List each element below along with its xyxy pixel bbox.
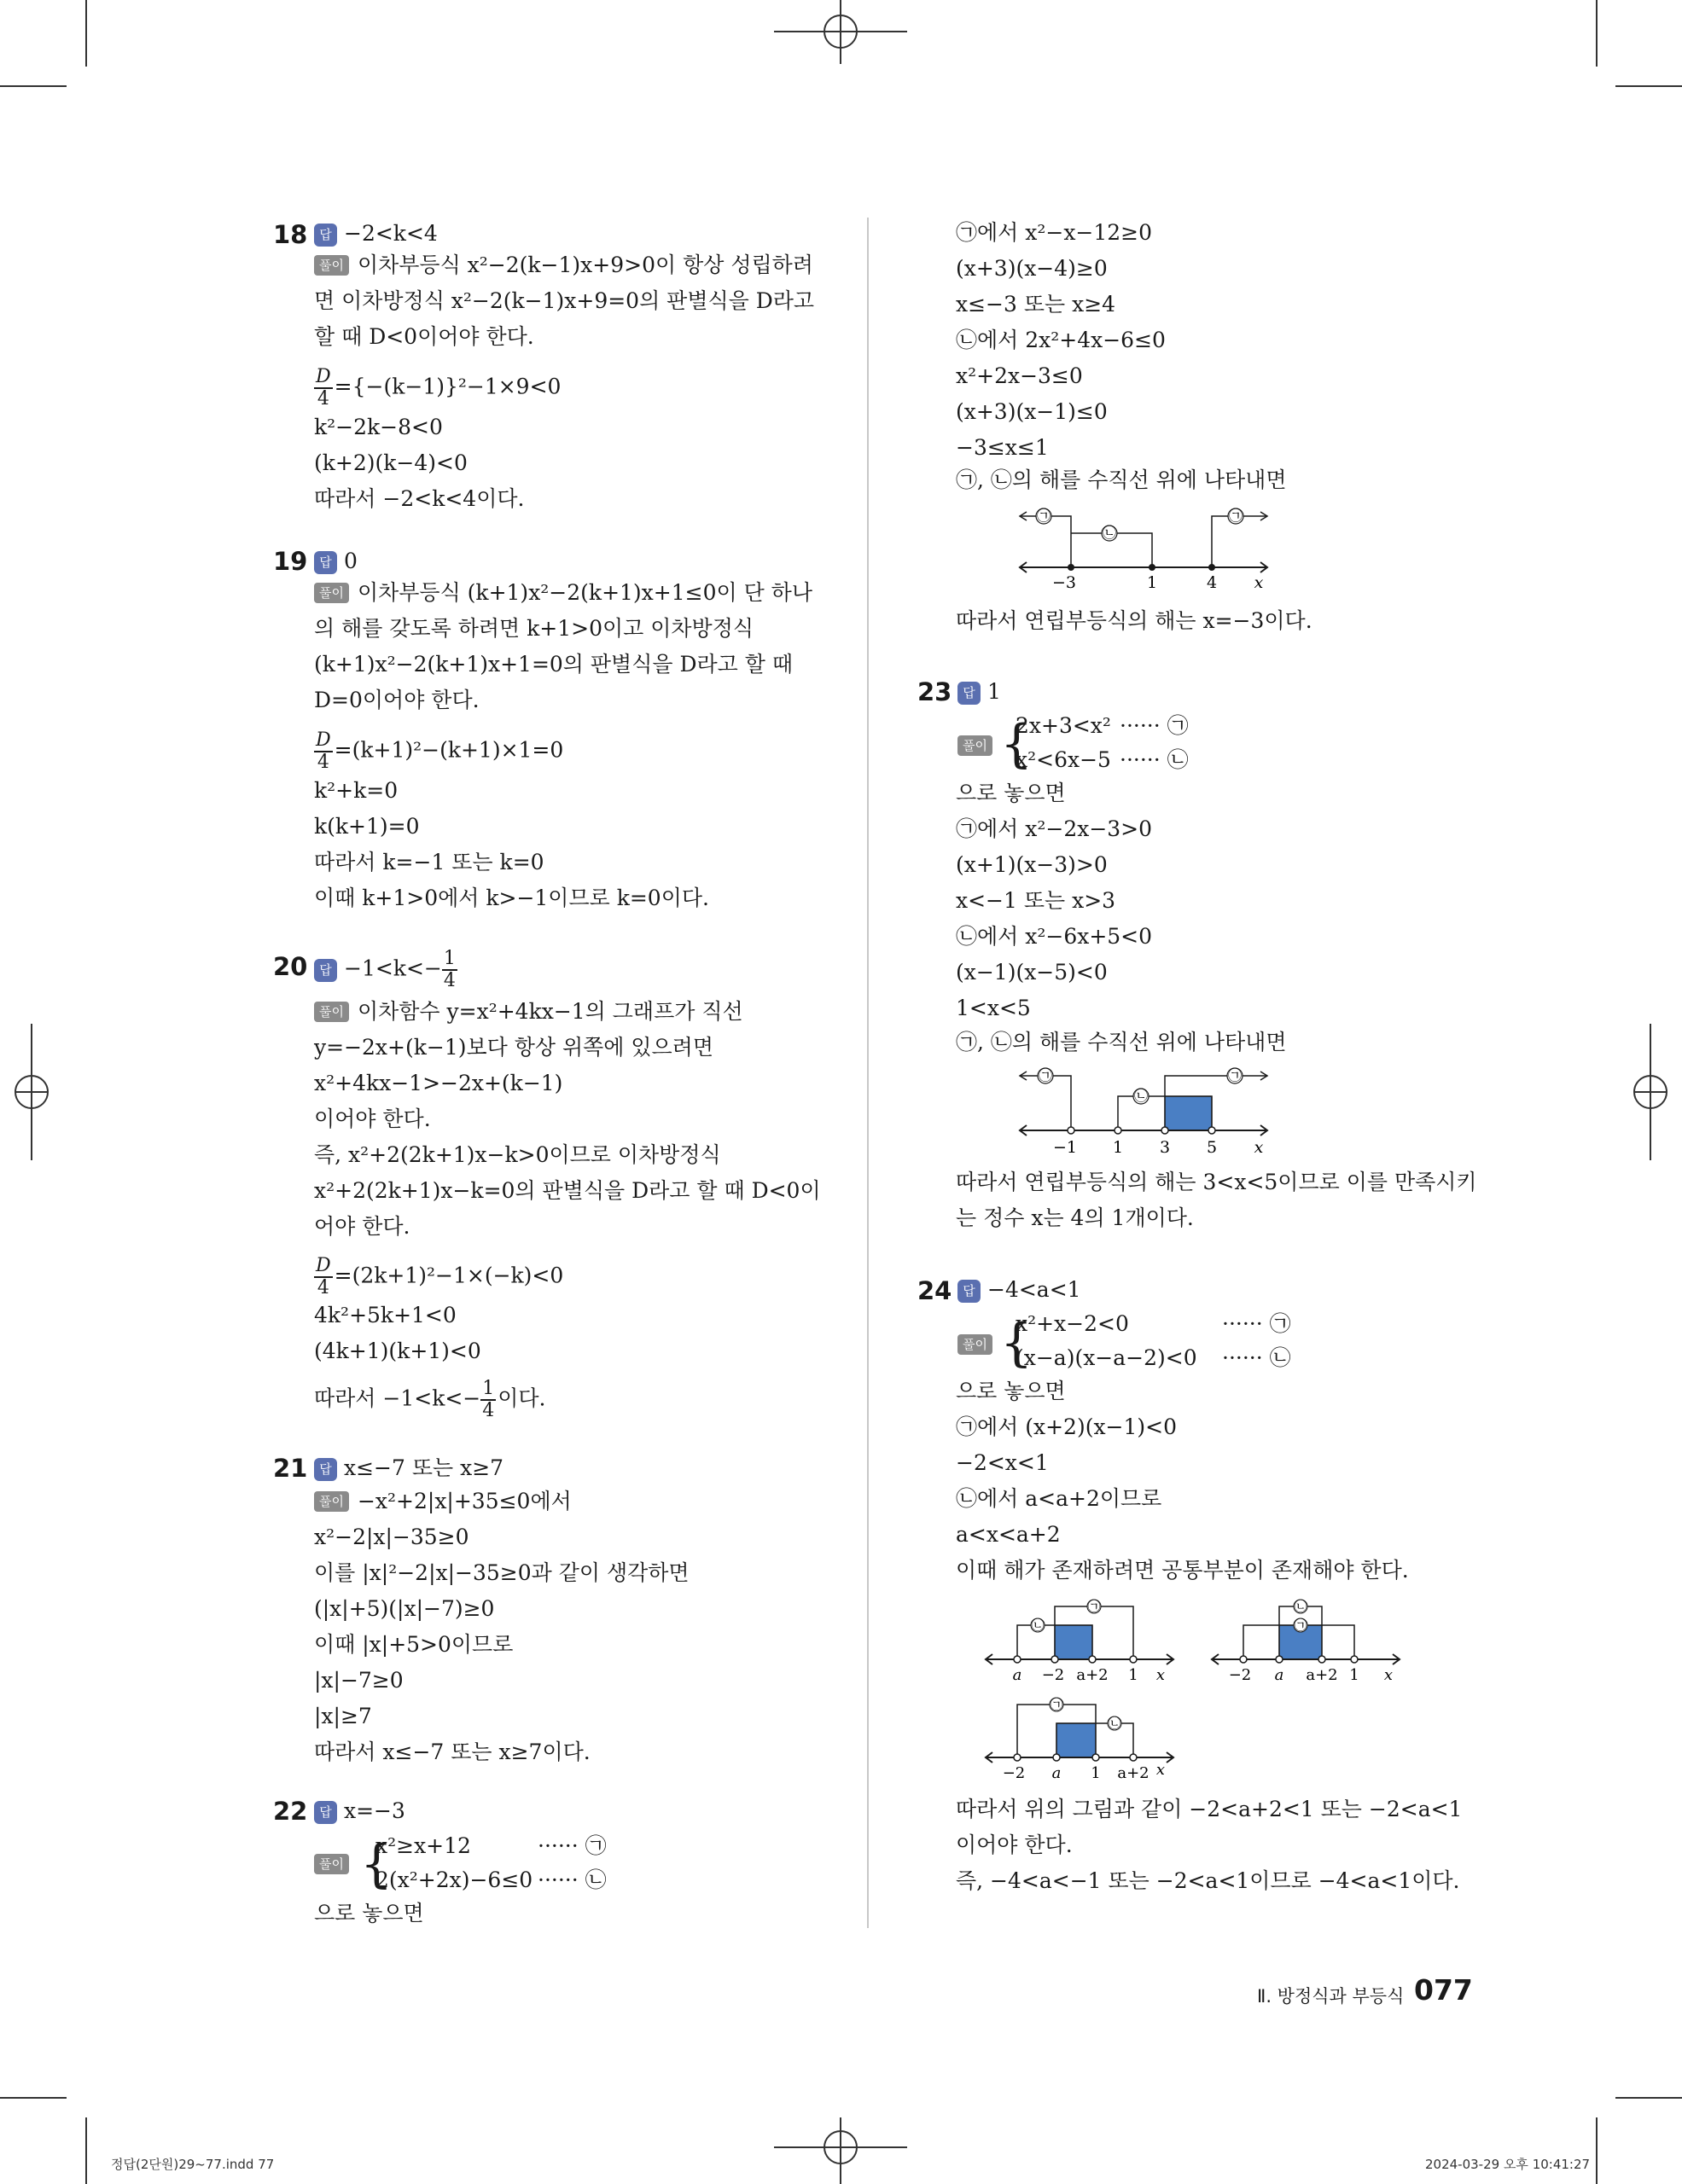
solution-line: −3≤x≤1 (956, 435, 1049, 460)
solution-line: 따라서 x≤−7 또는 x≥7이다. (314, 1740, 591, 1764)
solution-line: 풀이 이차부등식 (k+1)x²−2(k+1)x+1≤0이 단 하나 (314, 580, 812, 606)
point (1149, 564, 1155, 571)
overlap-region (1055, 1625, 1092, 1659)
point (1068, 564, 1074, 571)
answer-badge: 답 (957, 1280, 981, 1303)
solution-line: D=0이어야 한다. (314, 688, 480, 712)
tick-label: 5 (1206, 1138, 1218, 1157)
solution-line: (k+2)(k−4)<0 (314, 450, 468, 475)
solution-line: x²+4kx−1>−2x+(k−1) (314, 1071, 563, 1095)
overlap-region (1056, 1723, 1096, 1757)
registration-mark (15, 1075, 49, 1109)
region-label: ㉡ (1102, 525, 1117, 541)
solution-line: $\frac{D}{4}$ ={−(k−1)}²−1×9<0 (316, 366, 562, 410)
solution-badge: 풀이 (314, 1002, 349, 1022)
crop-mark (85, 2117, 87, 2184)
solution-badge: 풀이 (957, 735, 992, 756)
solution-line: 즉, −4<a<−1 또는 −2<a<1이므로 −4<a<1이다. (956, 1868, 1460, 1893)
tick-label: −2 (1228, 1666, 1252, 1684)
solution-line: 는 정수 x는 4의 1개이다. (956, 1205, 1194, 1230)
registration-mark (824, 2130, 858, 2164)
answer-badge: 답 (314, 224, 337, 247)
axis-label: x (1383, 1666, 1394, 1684)
solution-line: (x+1)(x−3)>0 (956, 852, 1108, 877)
solution-line: a<x<a+2 (956, 1522, 1061, 1547)
solution-line: x<−1 또는 x>3 (956, 888, 1116, 913)
tick-label: a+2 (1117, 1764, 1149, 1782)
solution-badge: 풀이 (314, 1854, 349, 1874)
problem-number: 21 (273, 1454, 308, 1483)
answer-line: 답 −4<a<1 (957, 1277, 1081, 1303)
solution-line: (x+3)(x−4)≥0 (956, 256, 1108, 281)
answer-line: 답 x=−3 (314, 1798, 405, 1824)
solution-line: (x−1)(x−5)<0 (956, 960, 1108, 985)
open-point (1161, 1127, 1168, 1134)
solution-region (1165, 1096, 1212, 1130)
solution-badge-line (314, 1851, 358, 1877)
solution-line: ㉠에서 x²−2x−3>0 (956, 816, 1153, 841)
system-eq: 2x+3<x² (1016, 713, 1111, 738)
solution-line: 따라서 연립부등식의 해는 3<x<5이므로 이를 만족시키 (956, 1170, 1477, 1194)
solution-line: 1<x<5 (956, 996, 1031, 1020)
solution-line: ㉡에서 a<a+2이므로 (956, 1486, 1162, 1511)
answer-badge: 답 (314, 959, 337, 982)
solution-line: 으로 놓으면 (314, 1901, 424, 1926)
region-label: ㉠ (1087, 1599, 1101, 1614)
answer-text: −2<k<4 (344, 221, 438, 246)
tick-label: 1 (1146, 573, 1158, 592)
region-label: ㉡ (1031, 1618, 1045, 1633)
answer-badge: 답 (314, 1458, 337, 1481)
tick-label: 1 (1128, 1666, 1138, 1684)
solution-line: 따라서 −2<k<4이다. (314, 486, 525, 511)
crop-mark (1596, 0, 1598, 67)
solution-line: 의 해를 갖도록 하려면 k+1>0이고 이차방정식 (314, 616, 754, 641)
answer-badge: 답 (314, 1801, 337, 1824)
problem-number: 18 (273, 220, 308, 249)
solution-line: k²+k=0 (314, 778, 399, 803)
tick-label: 3 (1159, 1138, 1171, 1157)
tick-label: 1 (1349, 1666, 1359, 1684)
axis (1020, 562, 1267, 572)
solution-line: 4k²+5k+1<0 (314, 1303, 457, 1327)
number-line-diagram (1208, 1591, 1404, 1685)
open-point (1115, 1127, 1121, 1134)
system-eq: x²+x−2<0 (1016, 1311, 1129, 1336)
solution-line: ㉡에서 2x²+4x−6≤0 (956, 328, 1166, 352)
system-tag: ······ ㉡ (538, 1867, 607, 1892)
system-brace: { (1000, 714, 1033, 774)
solution-line: 따라서 k=−1 또는 k=0 (314, 850, 544, 874)
registration-mark (1633, 1075, 1667, 1109)
system-eq: (x−a)(x−a−2)<0 (1016, 1345, 1197, 1370)
solution-line: 풀이 −x²+2|x|+35≤0에서 (314, 1489, 572, 1514)
solution-line: ㉡에서 x²−6x+5<0 (956, 924, 1153, 949)
region-label: ㉡ (1108, 1716, 1121, 1731)
number-line-diagram (981, 1689, 1178, 1783)
solution-line: |x|≥7 (314, 1704, 372, 1728)
solution-badge: 풀이 (314, 1491, 349, 1512)
solution-line: y=−2x+(k−1)보다 항상 위쪽에 있으려면 (314, 1035, 713, 1060)
solution-line: 풀이 이차부등식 x²−2(k−1)x+9>0이 항상 성립하려 (314, 253, 813, 278)
crop-mark (0, 2097, 67, 2099)
problem-number: 24 (917, 1276, 952, 1305)
region-label: ㉡ (1294, 1599, 1307, 1614)
problem-number: 19 (273, 547, 308, 576)
solution-line: 따라서 위의 그림과 같이 −2<a+2<1 또는 −2<a<1 (956, 1797, 1463, 1821)
solution-line: (x+3)(x−1)≤0 (956, 399, 1108, 424)
solution-line: k(k+1)=0 (314, 814, 420, 839)
section-title: Ⅱ. 방정식과 부등식 (1257, 1986, 1405, 2007)
system-eq: x²<6x−5 (1016, 747, 1111, 772)
system-eq: 2(x²+2x)−6≤0 (375, 1867, 533, 1892)
tick-label: 1 (1112, 1138, 1124, 1157)
axis-label: x (1155, 1666, 1166, 1684)
solution-line: 이어야 한다. (956, 1833, 1073, 1857)
region-label: ㉠ (1036, 508, 1051, 524)
system-tag: ······ ㉠ (1222, 1311, 1291, 1336)
answer-line (314, 549, 358, 574)
problem-number: 22 (273, 1797, 308, 1826)
solution-badge-line (957, 733, 1001, 758)
solution-line: −2<x<1 (956, 1450, 1049, 1475)
tick-label: −3 (1051, 573, 1077, 592)
system-tag: ······ ㉡ (1222, 1345, 1291, 1370)
crop-mark (0, 85, 67, 87)
solution-line: ㉠, ㉡의 해를 수직선 위에 나타내면 (956, 1030, 1287, 1054)
answer-text: 0 (344, 549, 358, 573)
system-eq: x²≥x+12 (375, 1833, 471, 1858)
axis-label: x (1254, 573, 1264, 592)
solution-line: $\frac{D}{4}$ =(2k+1)²−1×(−k)<0 (316, 1255, 564, 1298)
solution-line: (4k+1)(k+1)<0 (314, 1339, 481, 1363)
solution-line: $\frac{D}{4}$ =(k+1)²−(k+1)×1=0 (316, 729, 564, 773)
solution-line: x²−2|x|−35≥0 (314, 1525, 469, 1549)
tick-label: a+2 (1076, 1666, 1109, 1684)
solution-line: 따라서 연립부등식의 해는 x=−3이다. (956, 608, 1312, 633)
crop-mark (1615, 2097, 1682, 2099)
region-label: ㉠ (1227, 1067, 1243, 1083)
number-line-diagram (981, 1591, 1178, 1685)
solution-line: 할 때 D<0이어야 한다. (314, 324, 534, 349)
file-info: 정답(2단원)29~77.indd 77 (111, 2157, 275, 2172)
solution-line: 이때 k+1>0에서 k>−1이므로 k=0이다. (314, 886, 709, 910)
crop-mark (85, 0, 87, 67)
solution-line: 으로 놓으면 (956, 781, 1066, 805)
fraction: $\frac{1}{4}$ (482, 1378, 495, 1421)
column-divider (867, 218, 869, 1928)
solution-line: ㉠에서 x²−x−12≥0 (956, 220, 1153, 245)
crop-mark (1596, 2117, 1598, 2184)
solution-line: x≤−3 또는 x≥4 (956, 292, 1116, 317)
answer-line: 답 −1<k<− $\frac{1}{4}$ (314, 949, 459, 991)
region-label: ㉠ (1294, 1618, 1307, 1633)
problem-number: 20 (273, 952, 308, 981)
tick-label: a (1012, 1666, 1022, 1684)
solution-badge: 풀이 (957, 1334, 992, 1355)
solution-line: x²+2(2k+1)x−k=0의 판별식을 D라고 할 때 D<0이 (314, 1178, 821, 1203)
page-number: 077 (1414, 1973, 1473, 2007)
solution-line: 이를 |x|²−2|x|−35≥0과 같이 생각하면 (314, 1560, 690, 1585)
solution-line: 이어야 한다. (314, 1107, 431, 1131)
fraction: $\frac{D}{4}$ (316, 366, 331, 410)
solution-line: ㉠에서 (x+2)(x−1)<0 (956, 1414, 1178, 1439)
solution-line: 어야 한다. (314, 1214, 410, 1239)
solution-badge-line (957, 1332, 1001, 1357)
fraction: $\frac{1}{4}$ (443, 948, 456, 991)
solution-line: (k+1)x²−2(k+1)x+1=0의 판별식을 D라고 할 때 (314, 652, 793, 677)
solution-line: 즉, x²+2(2k+1)x−k>0이므로 이차방정식 (314, 1142, 721, 1167)
axis-label: x (1254, 1138, 1264, 1157)
region-label: ㉡ (1133, 1088, 1149, 1104)
answer-badge: 답 (314, 551, 337, 574)
tick-label: a (1051, 1764, 1062, 1782)
number-line-diagram (1011, 1062, 1284, 1158)
region-label: ㉠ (1228, 508, 1243, 524)
open-point (1068, 1127, 1074, 1134)
tick-label: 1 (1091, 1764, 1101, 1782)
fraction: $\frac{D}{4}$ (316, 729, 331, 773)
solution-line: 따라서 −1<k<− $\frac{1}{4}$ 이다. (314, 1378, 546, 1421)
tick-label: −1 (1052, 1138, 1078, 1157)
answer-line (314, 221, 438, 247)
solution-line: (|x|+5)(|x|−7)≥0 (314, 1596, 495, 1621)
system-tag: ······ ㉠ (538, 1833, 607, 1858)
open-point (1208, 1127, 1215, 1134)
system-brace: { (1000, 1313, 1033, 1373)
tick-label: 4 (1206, 573, 1218, 592)
system-tag: ······ ㉡ (1120, 747, 1189, 772)
region-label: ㉠ (1038, 1067, 1053, 1083)
tick-label: −2 (1002, 1764, 1026, 1782)
region-g-right (1212, 516, 1267, 567)
solution-badge: 풀이 (314, 255, 349, 276)
solution-line: 면 이차방정식 x²−2(k−1)x+9=0의 판별식을 D라고 (314, 288, 815, 313)
solution-line: x²+2x−3≤0 (956, 363, 1083, 388)
system-brace: { (360, 1834, 393, 1894)
region-label: ㉠ (1050, 1697, 1063, 1712)
solution-line: 풀이 이차함수 y=x²+4kx−1의 그래프가 직선 (314, 999, 743, 1025)
system-tag: ······ ㉠ (1120, 713, 1189, 738)
solution-line: 이때 |x|+5>0이므로 (314, 1632, 514, 1657)
solution-line: k²−2k−8<0 (314, 415, 443, 439)
tick-label: −2 (1041, 1666, 1065, 1684)
fraction: $\frac{D}{4}$ (316, 1255, 331, 1298)
answer-line: 답 x≤−7 또는 x≥7 (314, 1455, 503, 1481)
number-line-diagram (1011, 499, 1284, 593)
point (1208, 564, 1215, 571)
solution-line: ㉠, ㉡의 해를 수직선 위에 나타내면 (956, 468, 1287, 492)
crop-mark (1615, 85, 1682, 87)
answer-badge: 답 (957, 682, 981, 705)
tick-label: a+2 (1306, 1666, 1338, 1684)
answer-line: 답 1 (957, 679, 1001, 705)
problem-number: 23 (917, 677, 952, 706)
axis-label: x (1155, 1761, 1166, 1779)
solution-line: 으로 놓으면 (956, 1379, 1066, 1403)
solution-line: |x|−7≥0 (314, 1668, 404, 1693)
print-date: 2024-03-29 오후 10:41:27 (1425, 2157, 1591, 2172)
solution-badge: 풀이 (314, 583, 349, 603)
registration-mark (824, 15, 858, 49)
tick-label: a (1274, 1666, 1284, 1684)
solution-line: 이때 해가 존재하려면 공통부분이 존재해야 한다. (956, 1558, 1409, 1583)
